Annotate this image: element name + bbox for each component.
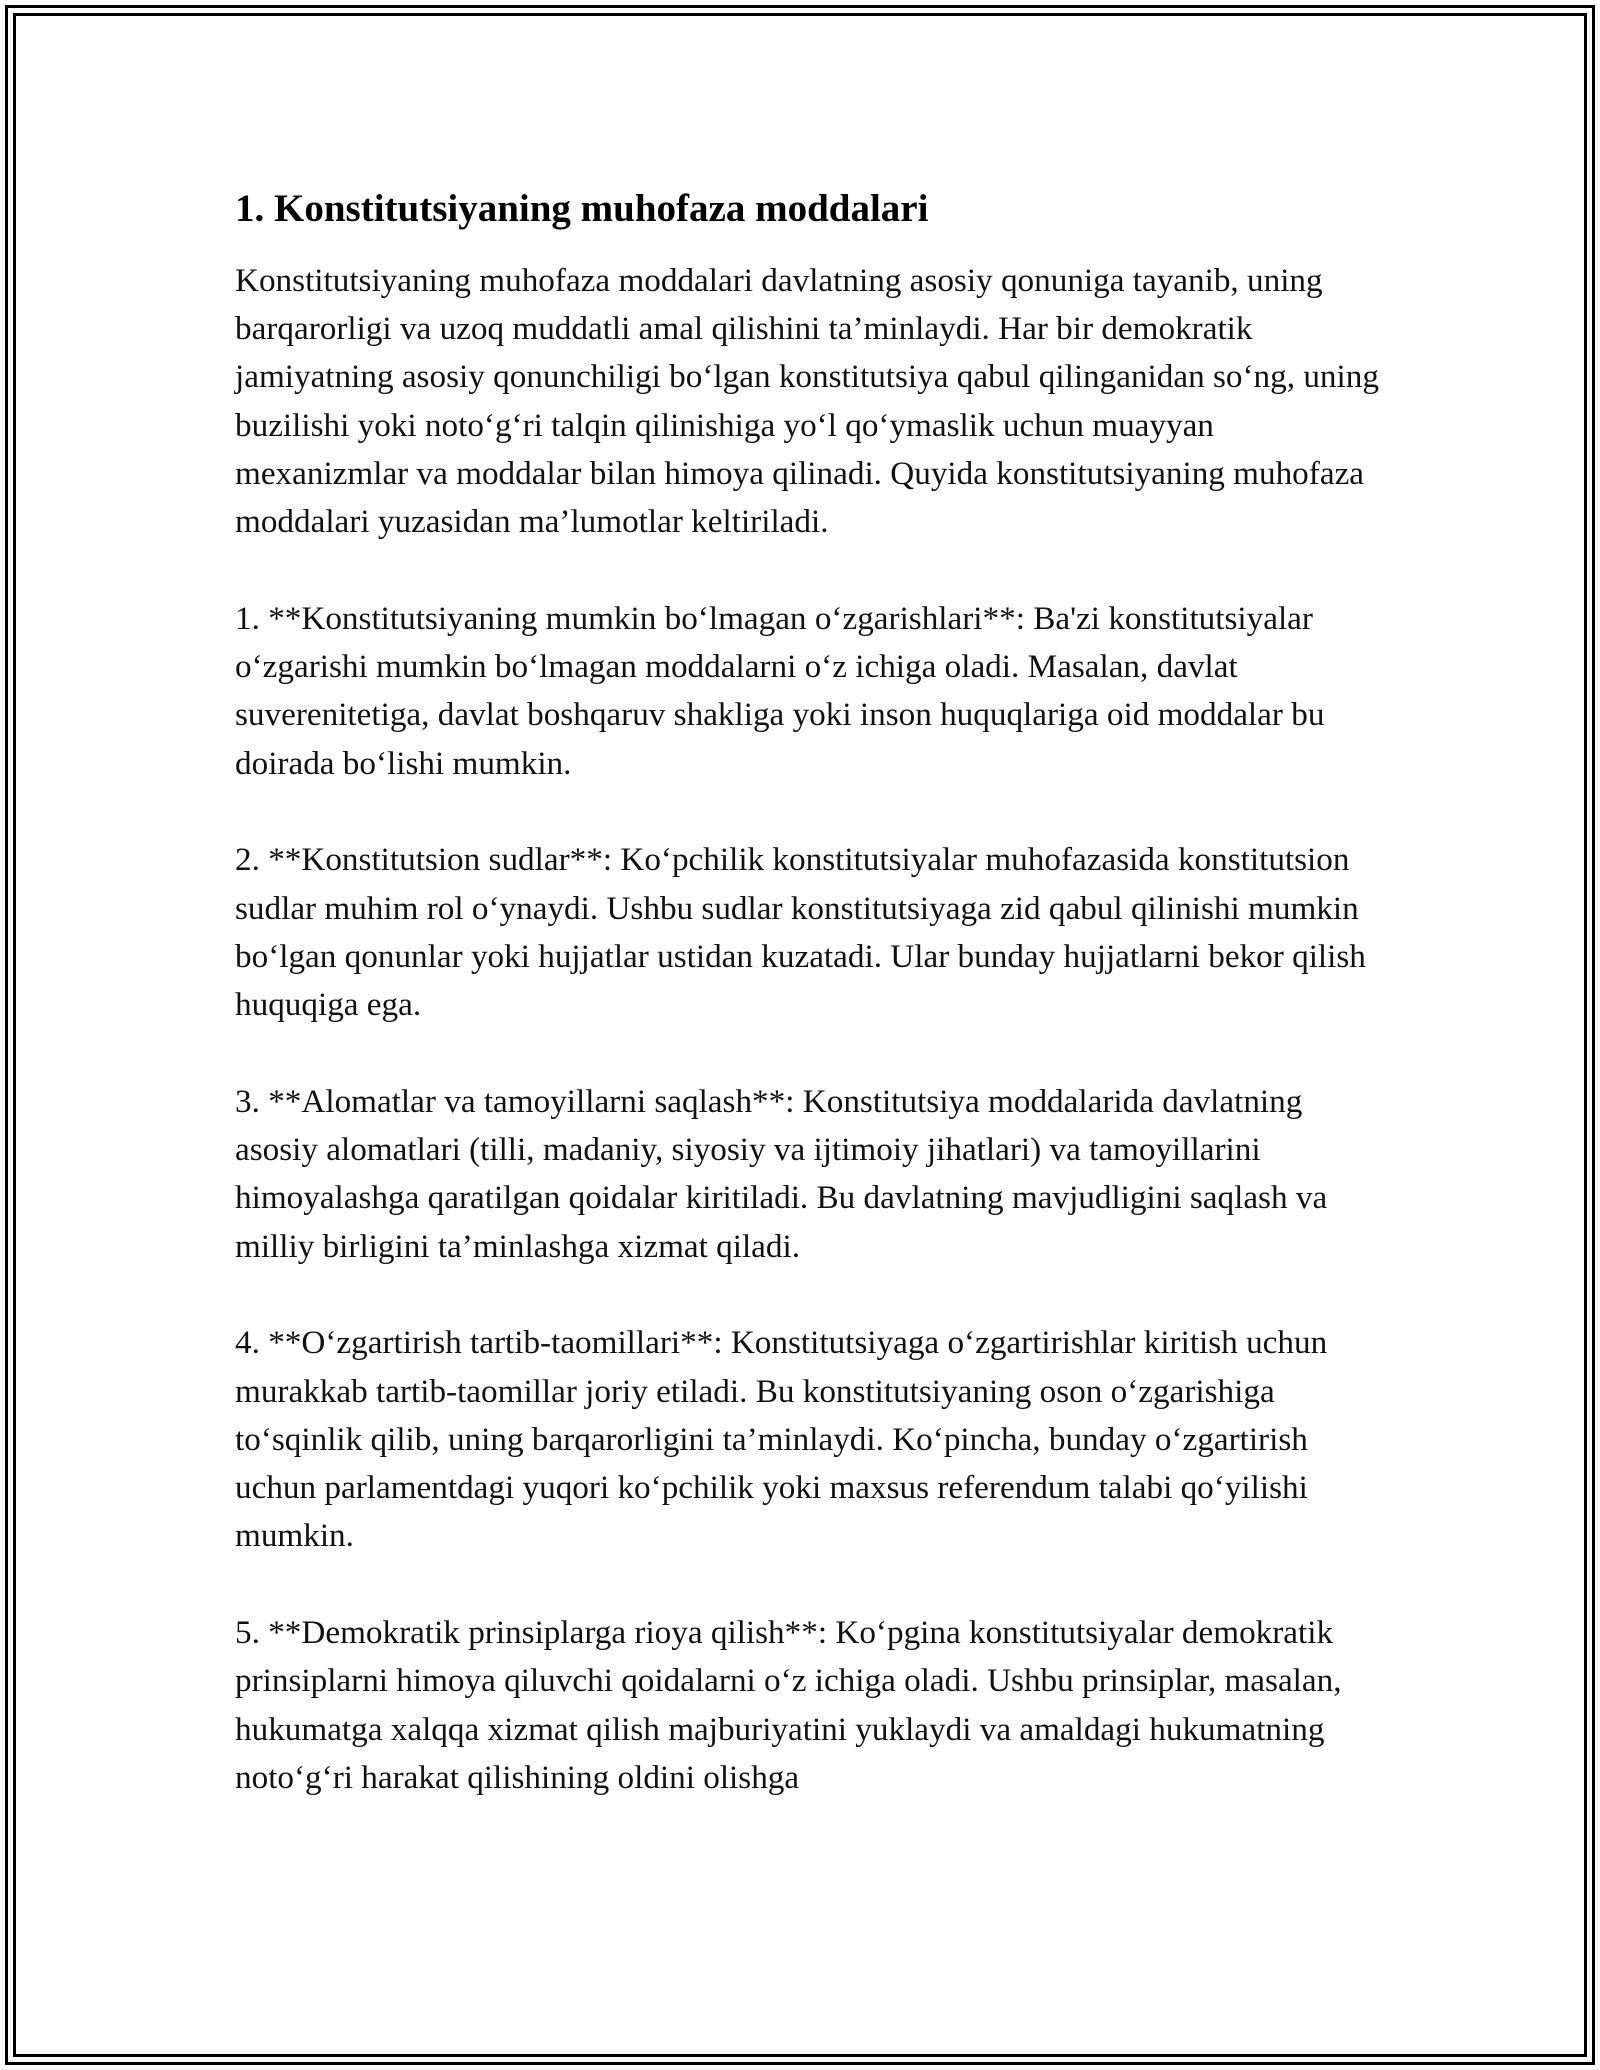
list-item-2: 2. **Konstitutsion sudlar**: Ko‘pchilik konstitutsiyalar muhofazasida konstitutsion sudlar muhim rol o‘ynaydi. Ushbu sudlar konstitutsiyaga zid qabul qilinishi mumkin bo‘lgan qonunlar yoki hujjatlar ustidan kuzatadi. Ular bunday hujjatlarni bekor qilish huquqiga ega. — [235, 841, 1366, 1024]
list-item-1: 1. **Konstitutsiyaning mumkin bo‘lmagan o‘zgarishlari**: Ba'zi konstitutsiyalar o‘zgarishi mumkin bo‘lmagan moddalarni o‘z ichiga oladi. Masalan, davlat suverenitetiga, davlat boshqaruv shakliga yoki inson huquqlariga oid moddalar bu doirada bo‘lishi mumkin. — [235, 599, 1325, 782]
list-item-4: 4. **O‘zgartirish tartib-taomillari**: Konstitutsiyaga o‘zgartirishlar kiritish uchun murakkab tartib-taomillar joriy etiladi. Bu konstitutsiyaning oson o‘zgarishiga to‘sqinlik qilib, uning barqarorligini ta’minlaydi. Ko‘pincha, bunday o‘zgartirish uchun parlamentdagi yuqori ko‘pchilik yoki maxsus referendum talabi qo‘yilishi mumkin. — [235, 1324, 1328, 1555]
list-item-3: 3. **Alomatlar va tamoyillarni saqlash**: Konstitutsiya moddalarida davlatning asosiy alomatlari (tilli, madaniy, siyosiy va ijtimoiy jihatlari) va tamoyillarini himoyalashga qaratilgan qoidalar kiritiladi. Bu davlatning mavjudligini saqlash va milliy birligini ta’minlashga xizmat qiladi. — [235, 1082, 1328, 1265]
section-heading: 1. Konstitutsiyaning muhofaza moddalari — [235, 187, 929, 230]
intro-paragraph: Konstitutsiyaning muhofaza moddalari davlatning asosiy qonuniga tayanib, uning barqarorligi va uzoq muddatli amal qilishini ta’minlaydi. Har bir demokratik jamiyatning asosiy qonunchiligi bo‘lgan konstitutsiya qabul qilinganidan so‘ng, uning buzilishi yoki noto‘g‘ri talqin qilinishiga yo‘l qo‘ymaslik uchun muayyan mexanizmlar va moddalar bilan himoya qilinadi. Quyida konstitutsiyaning muhofaza moddalari yuzasidan ma’lumotlar keltiriladi. — [235, 261, 1379, 541]
list-item-5: 5. **Demokratik prinsiplarga rioya qilish**: Ko‘pgina konstitutsiyalar demokratik prinsiplarni himoya qiluvchi qoidalarni o‘z ichiga oladi. Ushbu prinsiplar, masalan, hukumatga xalqqa xizmat qilish majburiyatini yuklaydi va amaldagi hukumatning noto‘g‘ri harakat qilishining oldini olishga — [235, 1614, 1342, 1796]
document-body — [235, 184, 1385, 1802]
